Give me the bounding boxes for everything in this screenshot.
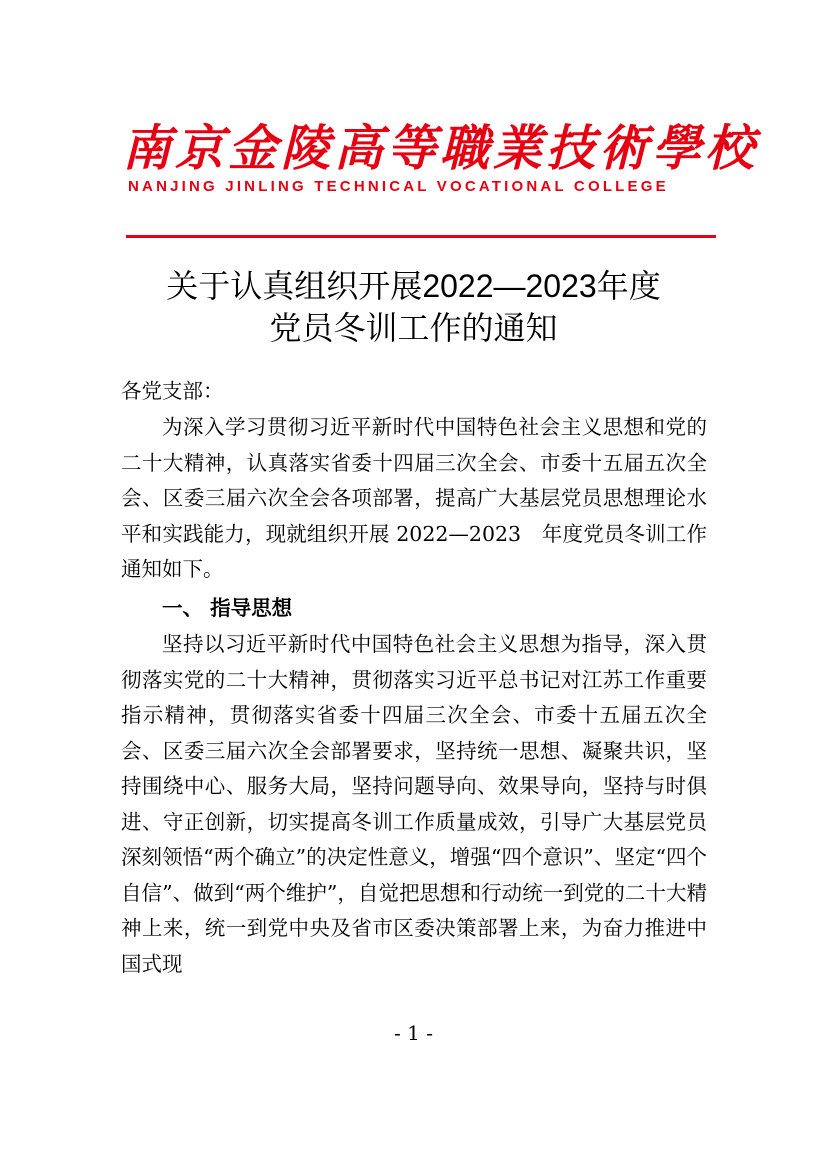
title-suffix: 年度	[596, 267, 661, 305]
document-title-line-2: 党员冬训工作的通知	[269, 309, 558, 347]
page-number: - 1 -	[394, 1021, 433, 1045]
document-title-line-1	[0, 266, 827, 306]
salutation: 各党支部：	[121, 379, 224, 403]
title-prefix: 关于认真组织开展	[166, 267, 423, 305]
masthead-school-name-cn: 南京金陵高等職業技術學校	[122, 119, 759, 177]
masthead-red-rule	[126, 235, 716, 238]
title-years: 2022—2023	[422, 268, 597, 304]
paragraph-guiding-ideology: 坚持以习近平新时代中国特色社会主义思想为指导，深入贯彻落实党的二十大精神，贯彻落实习近平总书记对江苏工作重要指示精神，贯彻落实省委十四届三次全会、市委十五届五次全会、区委三届六次全会部署要求，坚持统一思想、凝聚共识，坚持围绕中心、服务大局，坚持问题导向、效果导向，坚持与时俱进、守正创新，切实提高冬训工作质量成效，引导广大基层党员深刻领悟“两个确立”的决定性意义，增强“四个意识”、坚定“四个自信”、做到“两个维护”，自觉把思想和行动统一到党的二十大精神上来，统一到党中央及省市区委决策部署上来，为奋力推进中国式现	[121, 632, 707, 976]
masthead-school-name-en: NANJING JINLING TECHNICAL VOCATIONAL COLLEGE	[128, 178, 669, 195]
paragraph-intro: 为深入学习贯彻习近平新时代中国特色社会主义思想和党的二十大精神，认真落实省委十四届三次全会、市委十五届五次全会、区委三届六次全会各项部署，提高广大基层党员思想理论水平和实践能力，现就组织开展 2022—2023 年度党员冬训工作通知如下。	[121, 415, 707, 581]
section-heading-guiding-ideology: 一、 指导思想	[162, 596, 293, 620]
